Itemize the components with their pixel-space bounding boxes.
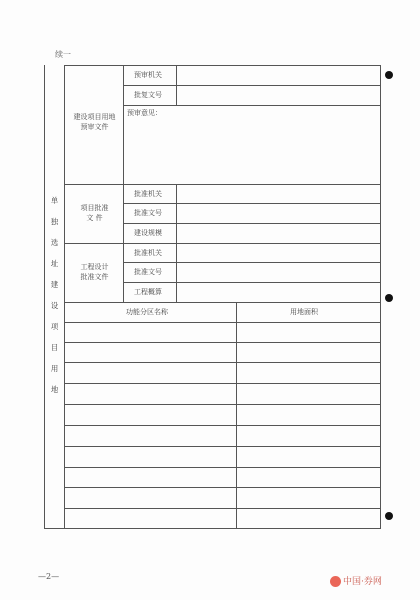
section3-label-line1: 工程设计 xyxy=(80,263,109,271)
table-row-line xyxy=(65,404,381,405)
table-row-line xyxy=(65,425,381,426)
side-title-char: 选 xyxy=(50,238,59,247)
section3-row3-label: 工程概算 xyxy=(134,288,162,296)
section2-row1-label: 批准机关 xyxy=(134,190,162,198)
side-title-char: 单 xyxy=(50,196,59,205)
section3-label xyxy=(66,262,123,282)
section3-row2-label: 批准文号 xyxy=(134,268,162,276)
section1-row2-label: 批复文号 xyxy=(134,91,162,99)
table-row-line xyxy=(65,342,381,343)
side-title-char: 地 xyxy=(50,385,59,394)
side-title-char: 用 xyxy=(50,364,59,373)
table-row-line xyxy=(65,383,381,384)
table-row-line xyxy=(65,446,381,447)
section2-row-line xyxy=(123,223,381,224)
punch-hole xyxy=(385,512,393,520)
table-row-line xyxy=(65,487,381,488)
section2-row2-label: 批准文号 xyxy=(134,209,162,217)
table-header-zone-name: 功能分区名称 xyxy=(126,308,168,316)
section3-row1-label: 批准机关 xyxy=(134,249,162,257)
table-row-line xyxy=(65,322,381,323)
section3-row-line xyxy=(123,282,381,283)
emblem-icon xyxy=(330,576,341,587)
section1-label-line1: 建设项目用地 xyxy=(73,113,116,121)
side-title-char: 建 xyxy=(50,280,59,289)
section1-row-line xyxy=(123,105,381,106)
section1-row3-label: 预审意见： xyxy=(127,109,162,117)
section3-label-line2: 批准文件 xyxy=(80,273,109,281)
table-row-line xyxy=(65,467,381,468)
section1-row-line xyxy=(123,85,381,86)
side-title-char: 项 xyxy=(50,322,59,331)
table-row-line xyxy=(65,362,381,363)
section1-bottom-line xyxy=(65,184,381,185)
table-column-divider xyxy=(236,302,237,529)
section2-row-line xyxy=(123,203,381,204)
section2-label xyxy=(66,203,123,223)
continuation-label: 续一 xyxy=(55,50,71,59)
side-title-char: 独 xyxy=(50,217,59,226)
form-frame-top xyxy=(65,65,381,66)
table-header-area: 用地面积 xyxy=(290,308,318,316)
section1-label xyxy=(66,112,123,132)
table-row-line xyxy=(65,508,381,509)
section2-row3-label: 建设规模 xyxy=(134,229,162,237)
side-title-char: 设 xyxy=(50,301,59,310)
section3-row-line xyxy=(123,262,381,263)
side-title xyxy=(46,195,63,395)
section1-label-divider xyxy=(123,65,124,184)
section1-row1-label: 预审机关 xyxy=(134,71,162,79)
section3-bottom-line xyxy=(65,302,381,303)
punch-hole xyxy=(385,294,393,302)
site-watermark xyxy=(330,574,382,587)
form-frame xyxy=(44,65,381,529)
section2-bottom-line xyxy=(65,243,381,244)
page-number: —2— xyxy=(38,572,60,581)
section2-label-line2: 文 件 xyxy=(86,214,103,222)
section1-label-line2: 预审文件 xyxy=(80,123,109,131)
side-title-char: 址 xyxy=(50,259,59,268)
watermark-text: 中国·券网 xyxy=(343,577,382,587)
side-title-char: 目 xyxy=(50,343,59,352)
punch-hole xyxy=(385,71,393,79)
section2-label-line1: 项目批准 xyxy=(80,204,109,212)
